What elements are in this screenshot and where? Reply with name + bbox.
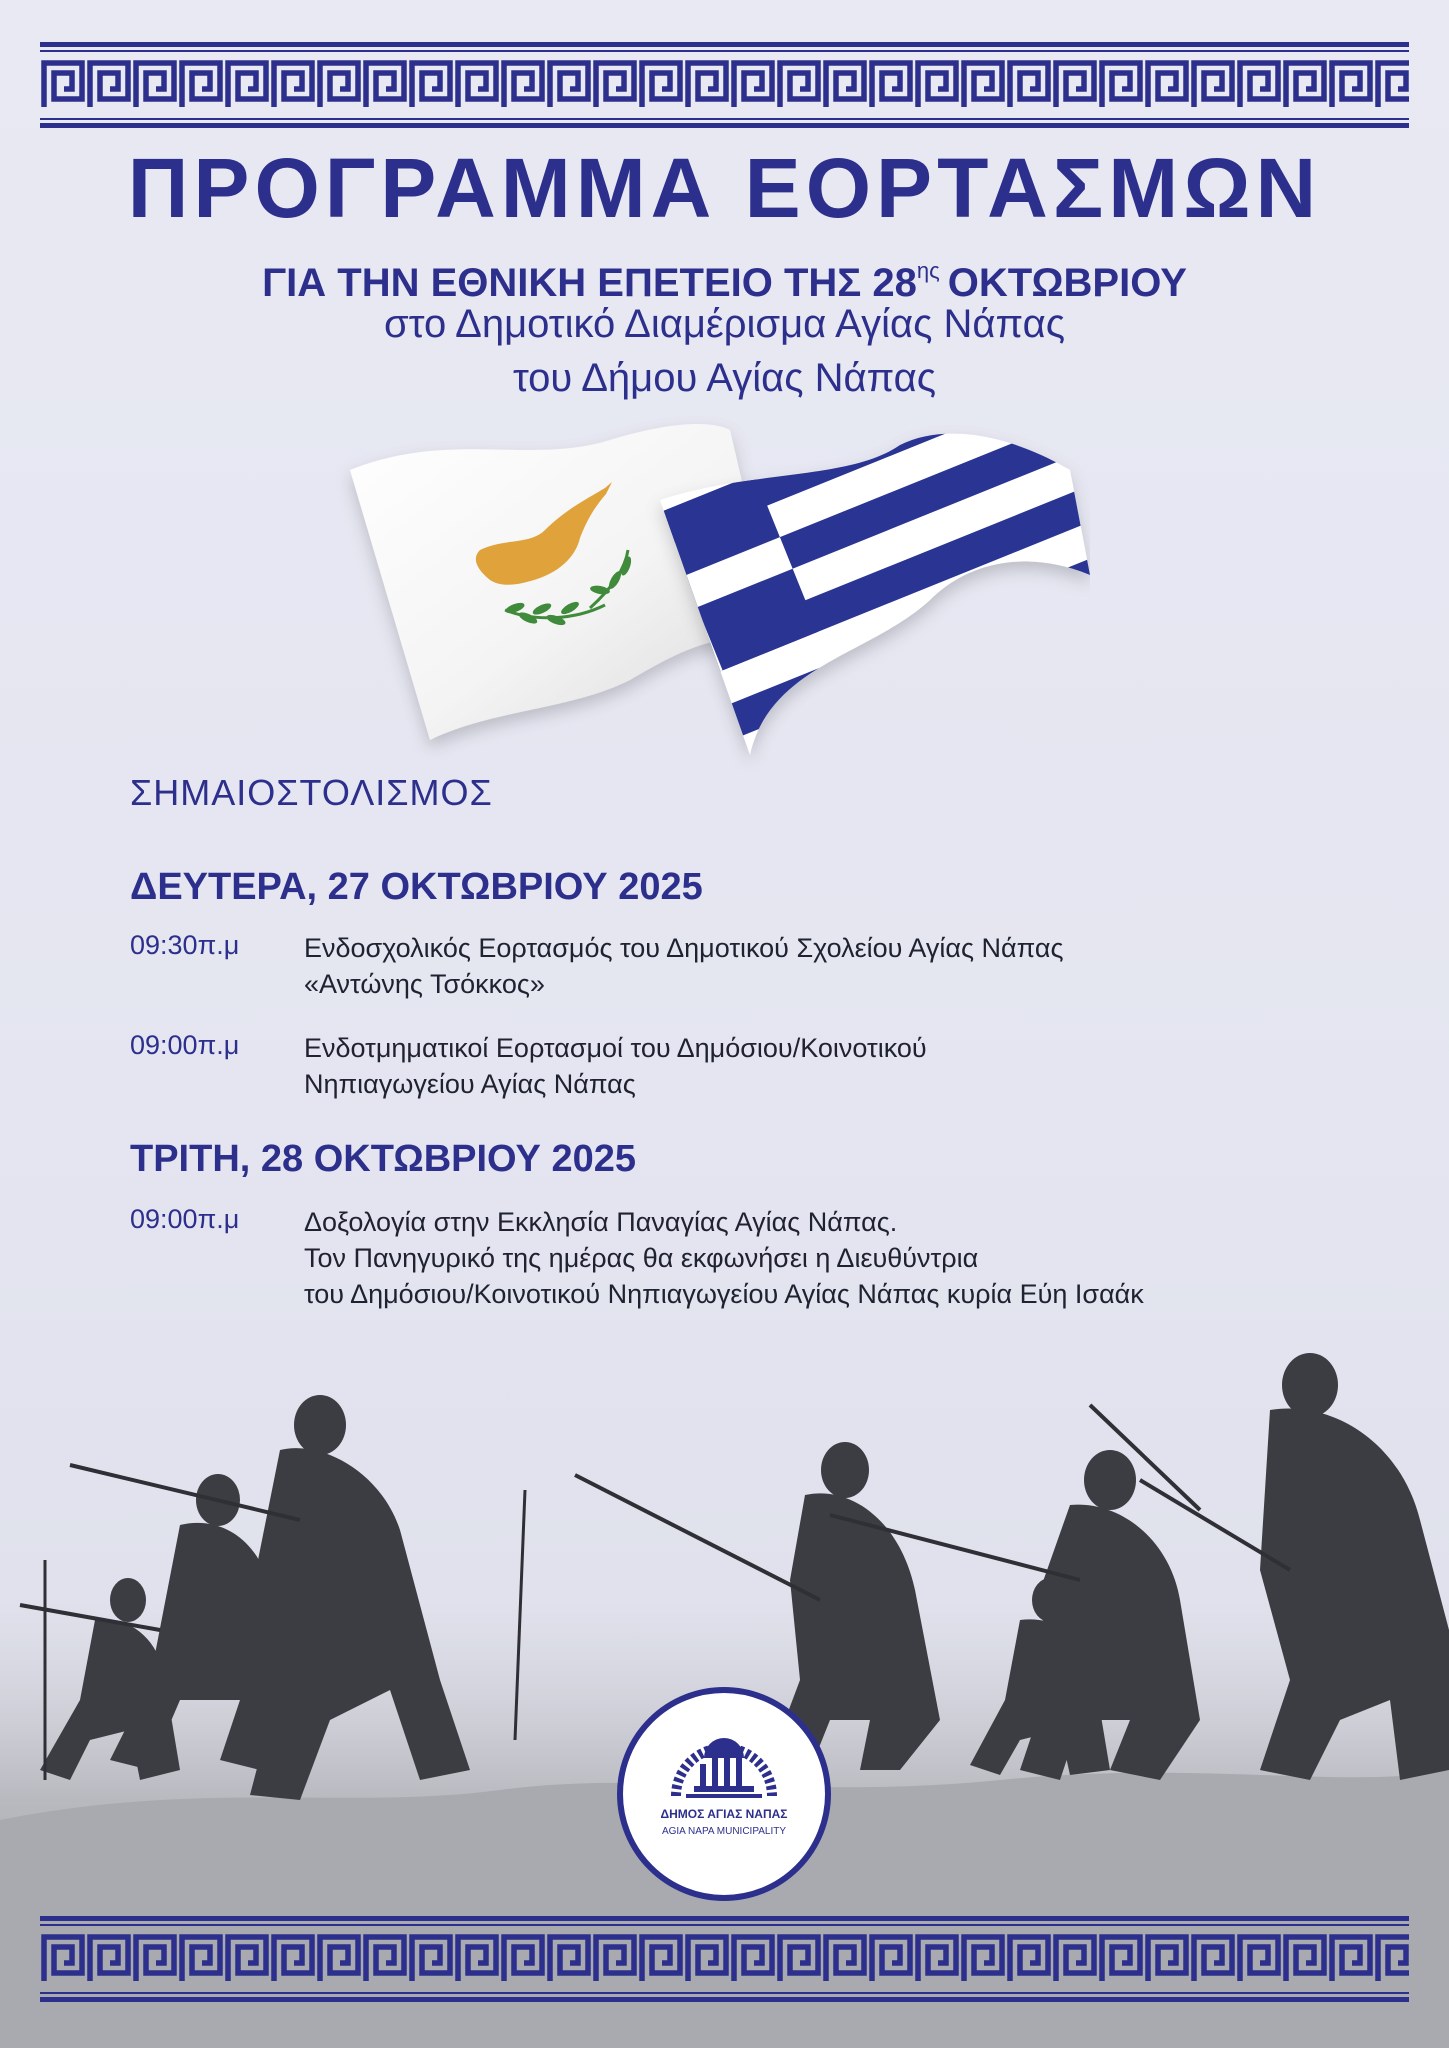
ordinal-suffix: ης: [916, 258, 940, 283]
subtitle-text: ΓΙΑ ΤΗΝ ΕΘΝΙΚΗ ΕΠΕΤΕΙΟ ΤΗΣ 28: [262, 261, 917, 305]
flags-illustration: [330, 410, 1090, 790]
event-description: [304, 1204, 1144, 1312]
event-time: 09:30π.μ: [130, 930, 240, 960]
event-description: [304, 930, 1064, 1002]
event-line: του Δημόσιου/Κοινοτικού Νηπιαγωγείου Αγίας Νάπας κυρία Εύη Ισαάκ: [304, 1279, 1144, 1309]
event-line: Νηπιαγωγείου Αγίας Νάπας: [304, 1069, 636, 1099]
event-time: 09:00π.μ: [130, 1204, 240, 1234]
subtitle-month: ΟΚΤΩΒΡΙΟΥ: [947, 261, 1187, 305]
page-title: ΠΡΟΓΡΑΜΜΑ ΕΟΡΤΑΣΜΩΝ: [127, 141, 1322, 235]
day-heading: ΔΕΥΤΕΡΑ, 27 ΟΚΤΩΒΡΙΟΥ 2025: [130, 866, 703, 908]
greek-key-border-bottom: [40, 1914, 1409, 2004]
greek-key-border-top: [40, 40, 1409, 130]
municipality-line: του Δήμου Αγίας Νάπας: [512, 356, 937, 400]
municipality-logo: [616, 1686, 832, 1902]
logo-name-gr: ΔΗΜΟΣ ΑΓΙΑΣ ΝΑΠΑΣ: [660, 1807, 788, 1821]
event-line: «Αντώνης Τσόκκος»: [304, 969, 545, 999]
location-line: στο Δημοτικό Διαμέρισμα Αγίας Νάπας: [384, 302, 1065, 346]
event-line: Τον Πανηγυρικό της ημέρας θα εκφωνήσει η Διευθύντρια: [304, 1243, 979, 1273]
logo-name-en: AGIA NAPA MUNICIPALITY: [661, 1826, 787, 1837]
event-line: Ενδοτμηματικοί Εορτασμοί του Δημόσιου/Κοινοτικού: [304, 1033, 927, 1063]
event-line: Δοξολογία στην Εκκλησία Παναγίας Αγίας Νάπας.: [304, 1207, 898, 1237]
event-time: 09:00π.μ: [130, 1030, 240, 1060]
event-description: [304, 1030, 927, 1102]
flag-raising-heading: ΣΗΜΑΙΟΣΤΟΛΙΣΜΟΣ: [130, 772, 493, 813]
day-heading: ΤΡΙΤΗ, 28 ΟΚΤΩΒΡΙΟΥ 2025: [130, 1138, 636, 1180]
event-line: Ενδοσχολικός Εορτασμός του Δημοτικού Σχολείου Αγίας Νάπας: [304, 933, 1064, 963]
